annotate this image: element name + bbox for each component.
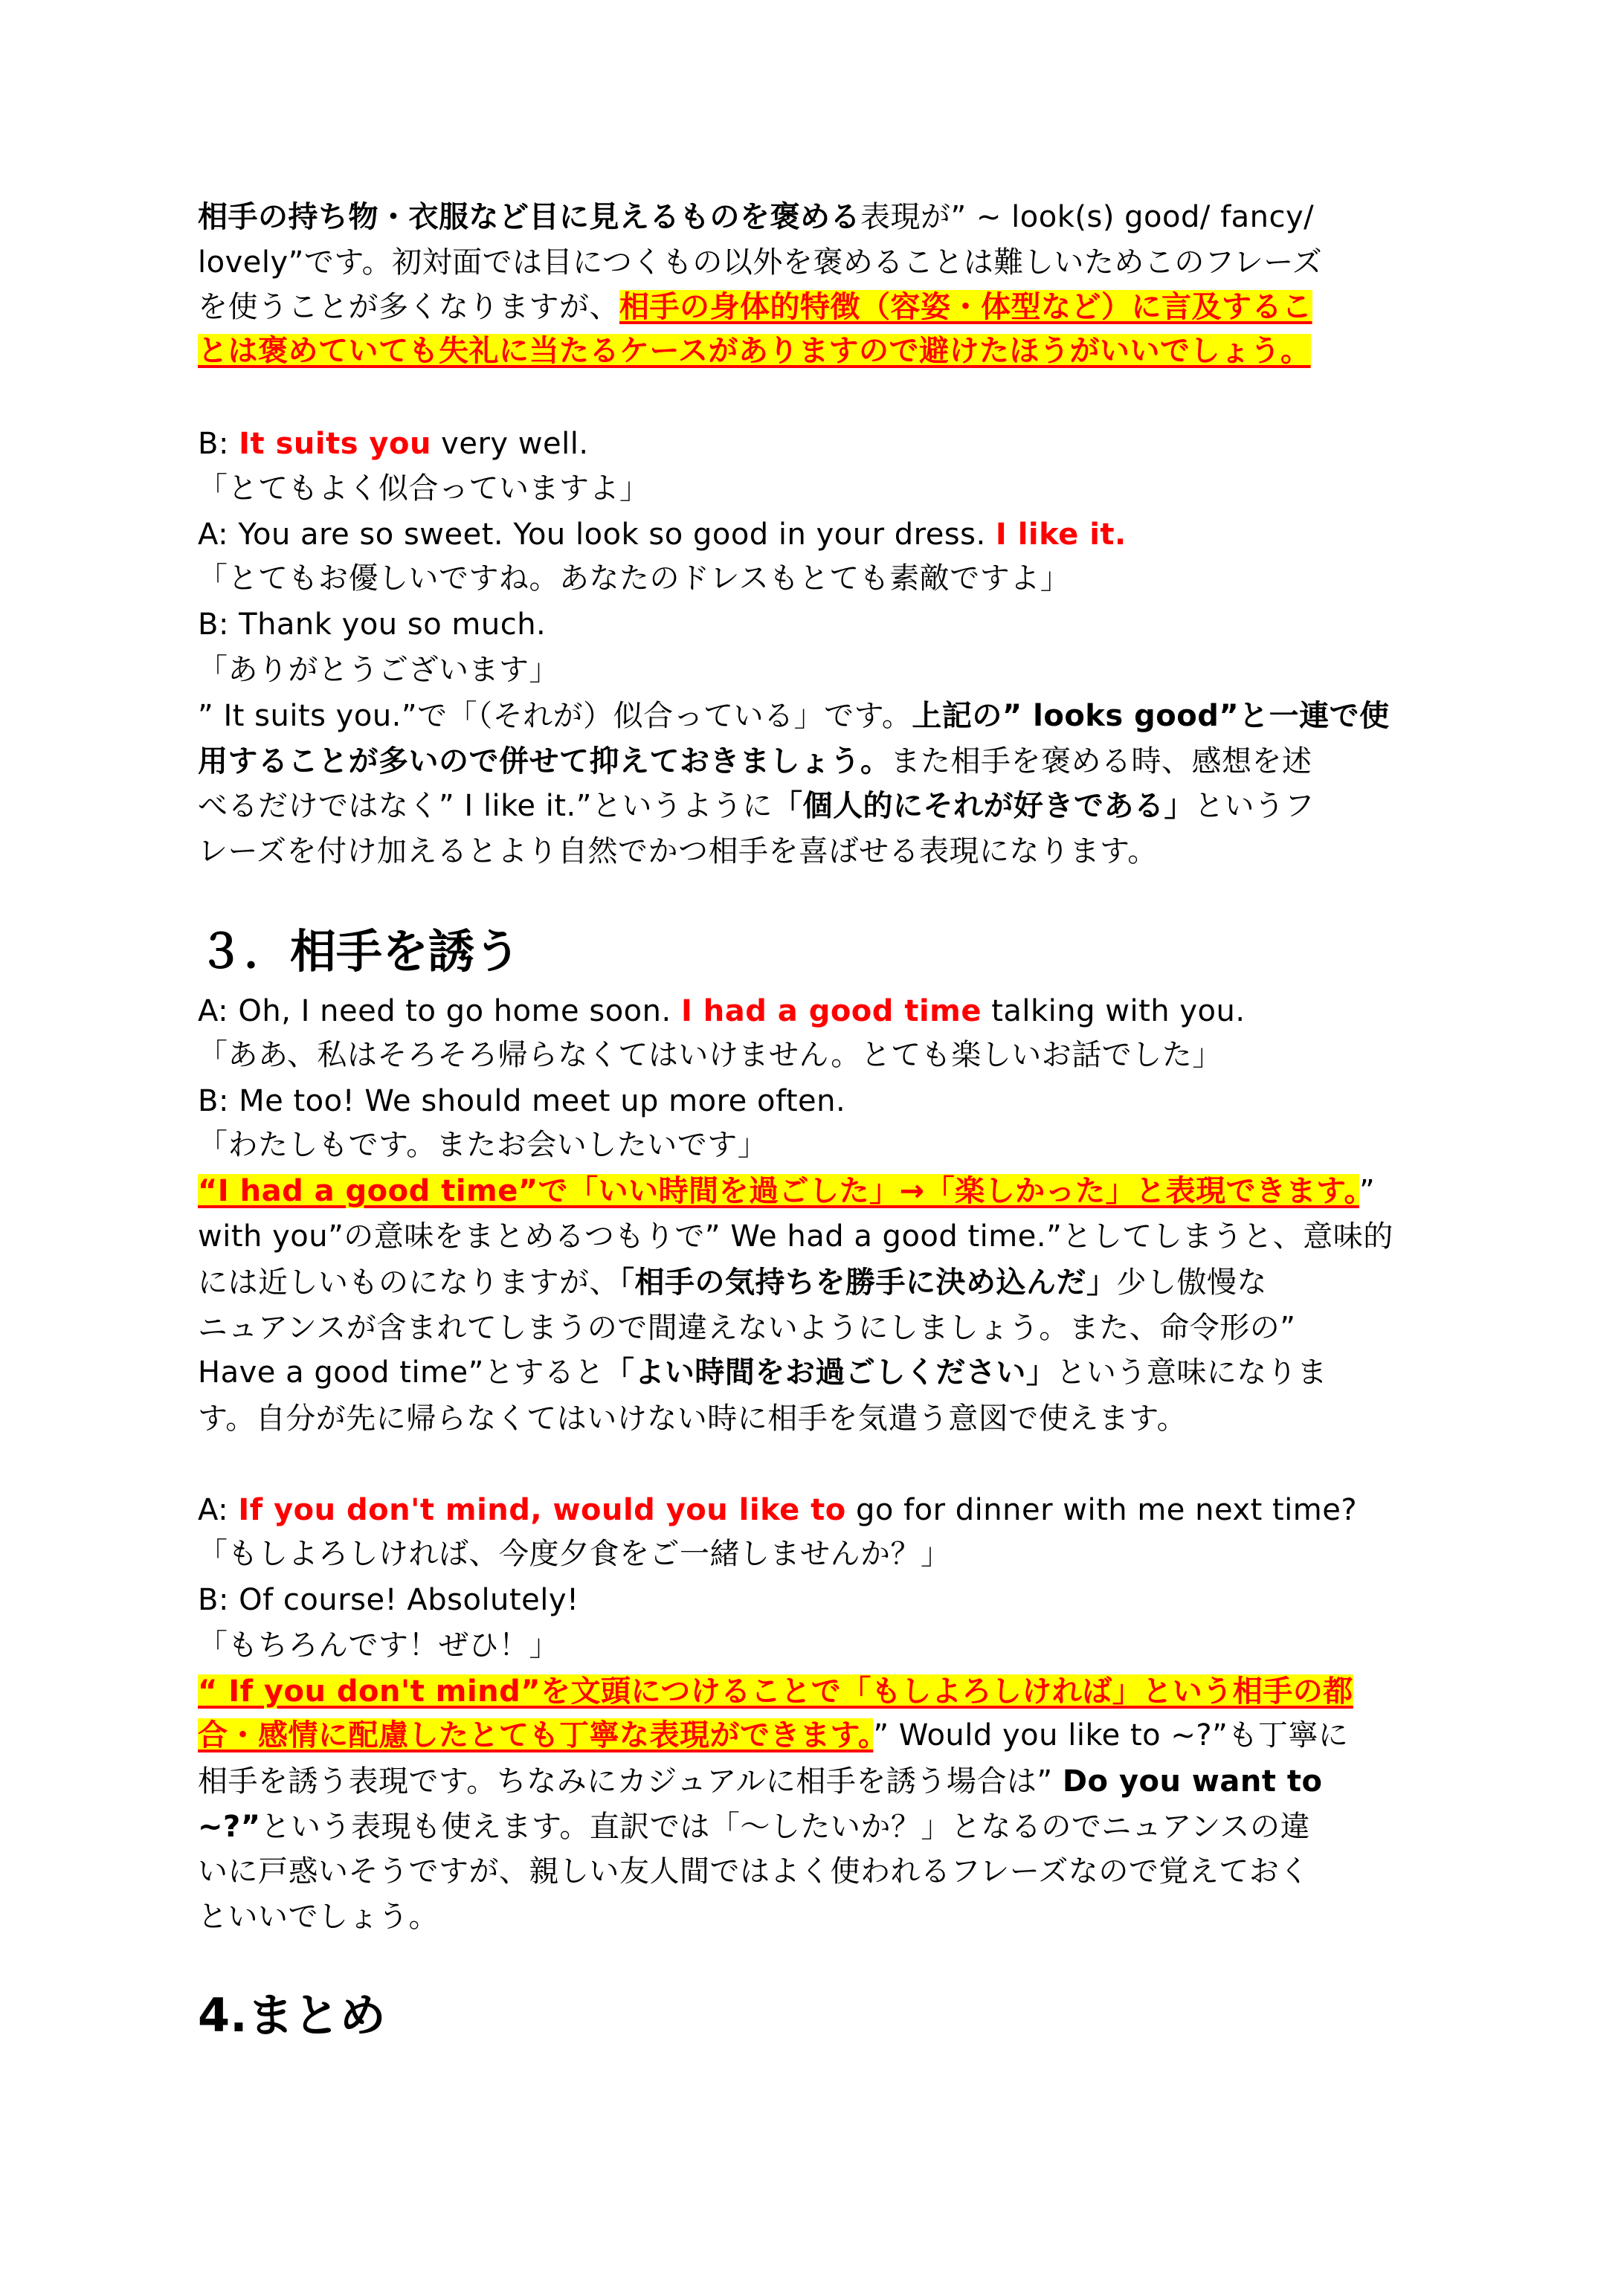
text-segment: 「もちろんです！ぜひ！」 — [198, 1628, 559, 1663]
text-line — [198, 1849, 1309, 1894]
text-segment: には近しいものになりますが、 — [198, 1265, 619, 1300]
text-segment: B: — [198, 427, 239, 461]
text-segment: 「わたしもです。またお会いしたいです」 — [198, 1128, 768, 1162]
text-line — [198, 1488, 1357, 1532]
text-line — [198, 1306, 1295, 1350]
text-segment: ” — [1359, 1174, 1376, 1208]
text-line — [198, 1214, 1393, 1259]
bold-text: 「相手の気持ちを勝手に決め込んだ」 — [619, 1265, 1117, 1300]
text-line — [198, 1759, 1322, 1804]
text-segment: A: — [198, 1493, 239, 1527]
bold-text: 用することが多いので併せて抑えておきましょう。 — [198, 744, 891, 778]
text-segment: という表現も使えます。直訳では「～したいか？」となるのでニュアンスの違 — [260, 1810, 1311, 1844]
text-line — [198, 329, 1311, 373]
text-segment: A: You are so sweet. You look so good in your dress. — [198, 517, 996, 552]
text-line — [198, 648, 559, 692]
bold-text: ~?” — [198, 1810, 261, 1844]
highlighted-text: “I had a good time”で「いい時間を過ごした」→「楽しかった」と表現できます。 — [198, 1174, 1359, 1208]
text-segment: 相手を誘う表現です。ちなみにカジュアルに相手を誘う場合は” — [198, 1764, 1063, 1799]
text-segment: という意味になりま — [1056, 1355, 1327, 1390]
highlighted-text: 合・感情に配慮したとても丁寧な表現ができます。 — [198, 1718, 874, 1752]
text-segment: ニュアンスが含まれてしまうので間違えないようにしましょう。また、命令形の” — [198, 1311, 1296, 1345]
text-segment: very well. — [431, 427, 589, 461]
bold-text: 上記の” looks good”と一連で使 — [912, 699, 1390, 733]
key-phrase: I like it. — [995, 517, 1127, 552]
text-segment: 少し傲慢な — [1116, 1265, 1267, 1300]
text-segment: ” It suits you.”で「（それが）似合っている」です。 — [198, 699, 912, 733]
text-line — [198, 1169, 1375, 1213]
highlighted-text: 相手の身体的特徴（容姿・体型など）に言及するこ — [619, 290, 1312, 324]
text-segment: B: Of course! Absolutely! — [198, 1583, 579, 1617]
bold-text: 「個人的にそれが好きである」 — [772, 789, 1194, 823]
text-line — [198, 195, 1314, 239]
bold-text: Do you want to — [1062, 1764, 1323, 1799]
text-line — [198, 1123, 767, 1167]
text-segment: いに戸惑いそうですが、親しい友人間ではよく使われるフレーズなので覚えておく — [198, 1854, 1309, 1889]
key-phrase: It suits you — [239, 427, 431, 461]
text-line — [198, 1079, 845, 1123]
text-line — [198, 285, 1312, 329]
text-segment: す。自分が先に帰らなくてはいけない時に相手を気遣う意図で使えます。 — [198, 1402, 1188, 1436]
text-line — [198, 989, 1246, 1033]
text-segment: 「もしよろしければ、今度夕食をご一緒しませんか？」 — [198, 1537, 951, 1571]
text-segment: talking with you. — [981, 994, 1246, 1028]
text-segment: Have a good time”とすると — [198, 1355, 605, 1390]
text-segment: go for dinner with me next time? — [845, 1493, 1358, 1527]
text-line — [198, 1260, 1267, 1305]
text-line — [198, 1805, 1310, 1849]
text-segment: というフ — [1193, 789, 1315, 823]
text-line — [198, 422, 589, 466]
section-heading-3: ３．相手を誘う — [198, 924, 521, 978]
text-segment: B: Thank you so much. — [198, 607, 547, 642]
text-line — [198, 1623, 559, 1668]
text-line — [198, 694, 1390, 738]
highlighted-text: とは褒めていても失礼に当たるケースがありますので避けたほうがいいでしょう。 — [198, 334, 1311, 368]
text-line — [198, 556, 1070, 601]
text-segment: ” Would you like to ~?”も丁寧に — [873, 1718, 1349, 1752]
text-line — [198, 240, 1322, 285]
text-segment: with you”の意味をまとめるつもりで” We had a good time.”としてしまうと、意味的 — [198, 1219, 1393, 1254]
text-line — [198, 1894, 439, 1939]
text-segment: 「ああ、私はそろそろ帰らなくてはいけません。とても楽しいお話でした」 — [198, 1038, 1222, 1072]
text-segment: 「とてもよく似合っていますよ」 — [198, 471, 650, 506]
text-line — [198, 1578, 579, 1622]
text-line — [198, 784, 1315, 828]
text-segment: lovely”です。初対面では目につくもの以外を褒めることは難しいためこのフレーズ — [198, 245, 1323, 280]
text-line — [198, 512, 1127, 557]
text-segment: 表現が” ~ look(s) good/ fancy/ — [860, 200, 1315, 234]
bold-text: 相手の持ち物・衣服など目に見えるものを褒める — [198, 200, 860, 234]
text-segment: といいでしょう。 — [198, 1900, 439, 1934]
text-segment: また相手を褒める時、感想を述 — [890, 744, 1312, 778]
text-line — [198, 1396, 1187, 1441]
section-heading-4: 4.まとめ — [198, 1988, 386, 2042]
text-segment: 「ありがとうございます」 — [198, 653, 559, 687]
text-segment: レーズを付け加えるとより自然でかつ相手を喜ばせる表現になります。 — [198, 834, 1158, 868]
text-segment: A: Oh, I need to go home soon. — [198, 994, 681, 1028]
text-line — [198, 1532, 951, 1576]
text-segment: べるだけではなく” I like it.”というように — [198, 789, 773, 823]
bold-text: 「よい時間をお過ごしください」 — [604, 1355, 1057, 1390]
text-line — [198, 829, 1158, 874]
key-phrase: I had a good time — [680, 994, 982, 1028]
text-line — [198, 1033, 1222, 1077]
text-line — [198, 1669, 1353, 1714]
text-line — [198, 1350, 1327, 1395]
text-segment: B: Me too! We should meet up more often. — [198, 1084, 846, 1118]
highlighted-text: “ If you don't mind”を文頭につけることで「もしよろしければ」という相手の都 — [198, 1674, 1353, 1709]
text-line — [198, 466, 650, 511]
key-phrase: If you don't mind, would you like to — [238, 1493, 846, 1527]
text-line — [198, 739, 1312, 784]
text-line — [198, 602, 546, 647]
text-segment: を使うことが多くなりますが、 — [198, 290, 619, 324]
text-segment: 「とてもお優しいですね。あなたのドレスもとても素敵ですよ」 — [198, 561, 1071, 596]
text-line — [198, 1713, 1348, 1758]
